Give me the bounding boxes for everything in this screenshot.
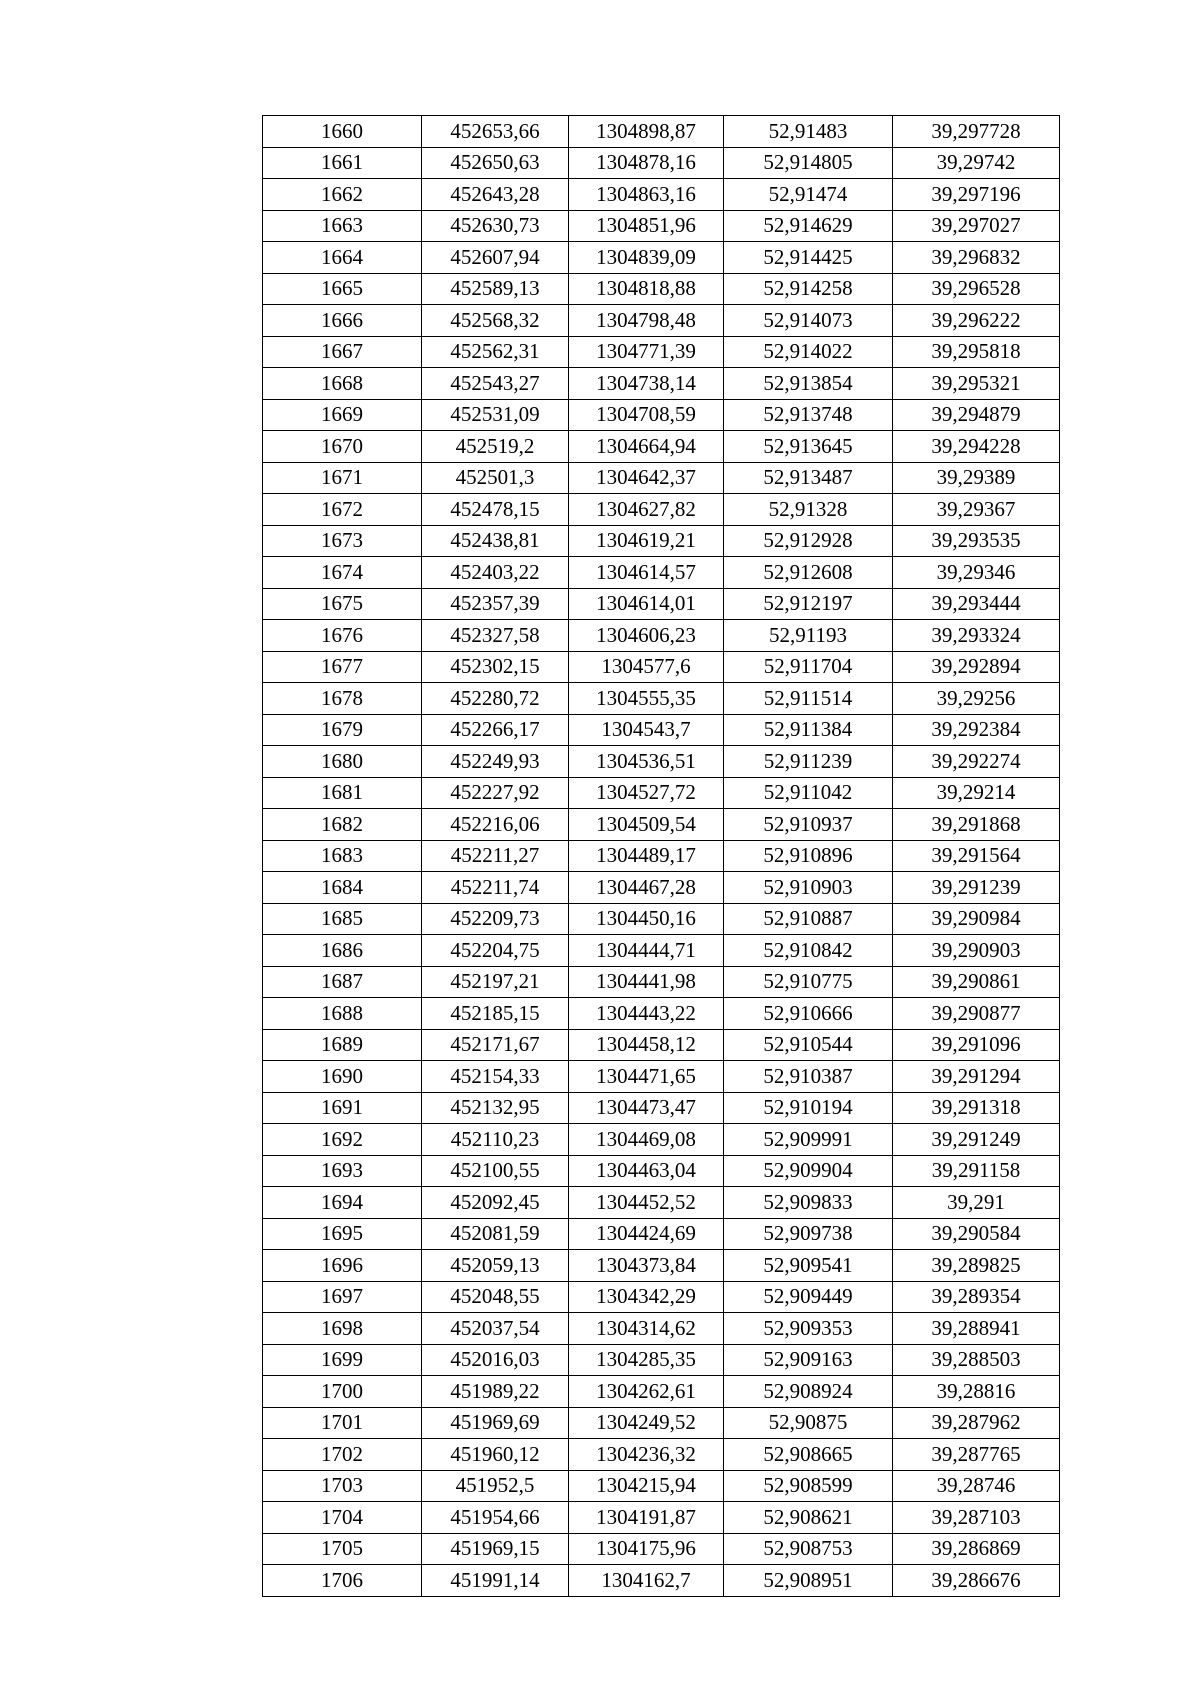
table-row (263, 399, 1060, 431)
table-row (263, 903, 1060, 935)
x-coordinate-cell: 452227,92 (422, 777, 569, 809)
longitude-cell: 39,291239 (893, 872, 1060, 904)
x-coordinate-cell: 452302,15 (422, 651, 569, 683)
point-number-cell: 1705 (263, 1533, 422, 1565)
longitude-cell: 39,290903 (893, 935, 1060, 967)
longitude-cell: 39,294228 (893, 431, 1060, 463)
table-row (263, 1250, 1060, 1282)
x-coordinate-cell: 452438,81 (422, 525, 569, 557)
table-row (263, 1061, 1060, 1093)
y-coordinate-cell: 1304489,17 (569, 840, 724, 872)
table-row (263, 809, 1060, 841)
x-coordinate-cell: 452209,73 (422, 903, 569, 935)
y-coordinate-cell: 1304627,82 (569, 494, 724, 526)
latitude-cell: 52,911239 (724, 746, 893, 778)
table-row (263, 1470, 1060, 1502)
y-coordinate-cell: 1304614,57 (569, 557, 724, 589)
table-row (263, 305, 1060, 337)
x-coordinate-cell: 452643,28 (422, 179, 569, 211)
y-coordinate-cell: 1304285,35 (569, 1344, 724, 1376)
x-coordinate-cell: 452650,63 (422, 147, 569, 179)
y-coordinate-cell: 1304738,14 (569, 368, 724, 400)
point-number-cell: 1664 (263, 242, 422, 274)
table-row (263, 147, 1060, 179)
latitude-cell: 52,908599 (724, 1470, 893, 1502)
longitude-cell: 39,287962 (893, 1407, 1060, 1439)
point-number-cell: 1679 (263, 714, 422, 746)
y-coordinate-cell: 1304467,28 (569, 872, 724, 904)
point-number-cell: 1688 (263, 998, 422, 1030)
latitude-cell: 52,914258 (724, 273, 893, 305)
point-number-cell: 1687 (263, 966, 422, 998)
table-row (263, 1533, 1060, 1565)
point-number-cell: 1702 (263, 1439, 422, 1471)
latitude-cell: 52,909353 (724, 1313, 893, 1345)
longitude-cell: 39,293444 (893, 588, 1060, 620)
latitude-cell: 52,911384 (724, 714, 893, 746)
point-number-cell: 1676 (263, 620, 422, 652)
table-row (263, 935, 1060, 967)
longitude-cell: 39,28816 (893, 1376, 1060, 1408)
latitude-cell: 52,909163 (724, 1344, 893, 1376)
longitude-cell: 39,29367 (893, 494, 1060, 526)
table-row (263, 714, 1060, 746)
longitude-cell: 39,29742 (893, 147, 1060, 179)
point-number-cell: 1689 (263, 1029, 422, 1061)
latitude-cell: 52,914425 (724, 242, 893, 274)
x-coordinate-cell: 452037,54 (422, 1313, 569, 1345)
y-coordinate-cell: 1304191,87 (569, 1502, 724, 1534)
y-coordinate-cell: 1304527,72 (569, 777, 724, 809)
table-row (263, 620, 1060, 652)
y-coordinate-cell: 1304450,16 (569, 903, 724, 935)
longitude-cell: 39,291868 (893, 809, 1060, 841)
latitude-cell: 52,911042 (724, 777, 893, 809)
y-coordinate-cell: 1304771,39 (569, 336, 724, 368)
y-coordinate-cell: 1304342,29 (569, 1281, 724, 1313)
longitude-cell: 39,286869 (893, 1533, 1060, 1565)
y-coordinate-cell: 1304162,7 (569, 1565, 724, 1597)
table-row (263, 462, 1060, 494)
longitude-cell: 39,297027 (893, 210, 1060, 242)
y-coordinate-cell: 1304373,84 (569, 1250, 724, 1282)
longitude-cell: 39,287103 (893, 1502, 1060, 1534)
latitude-cell: 52,910887 (724, 903, 893, 935)
latitude-cell: 52,913645 (724, 431, 893, 463)
x-coordinate-cell: 452081,59 (422, 1218, 569, 1250)
y-coordinate-cell: 1304664,94 (569, 431, 724, 463)
point-number-cell: 1690 (263, 1061, 422, 1093)
point-number-cell: 1673 (263, 525, 422, 557)
table-row (263, 1281, 1060, 1313)
latitude-cell: 52,910896 (724, 840, 893, 872)
point-number-cell: 1680 (263, 746, 422, 778)
table-row (263, 840, 1060, 872)
y-coordinate-cell: 1304473,47 (569, 1092, 724, 1124)
x-coordinate-cell: 452211,74 (422, 872, 569, 904)
point-number-cell: 1669 (263, 399, 422, 431)
longitude-cell: 39,291294 (893, 1061, 1060, 1093)
x-coordinate-cell: 452016,03 (422, 1344, 569, 1376)
y-coordinate-cell: 1304441,98 (569, 966, 724, 998)
y-coordinate-cell: 1304798,48 (569, 305, 724, 337)
x-coordinate-cell: 452562,31 (422, 336, 569, 368)
x-coordinate-cell: 451960,12 (422, 1439, 569, 1471)
latitude-cell: 52,912928 (724, 525, 893, 557)
point-number-cell: 1699 (263, 1344, 422, 1376)
y-coordinate-cell: 1304555,35 (569, 683, 724, 715)
x-coordinate-cell: 452478,15 (422, 494, 569, 526)
latitude-cell: 52,912197 (724, 588, 893, 620)
table-row (263, 1092, 1060, 1124)
latitude-cell: 52,909991 (724, 1124, 893, 1156)
table-row (263, 683, 1060, 715)
latitude-cell: 52,913748 (724, 399, 893, 431)
longitude-cell: 39,293324 (893, 620, 1060, 652)
y-coordinate-cell: 1304839,09 (569, 242, 724, 274)
y-coordinate-cell: 1304577,6 (569, 651, 724, 683)
y-coordinate-cell: 1304314,62 (569, 1313, 724, 1345)
latitude-cell: 52,908665 (724, 1439, 893, 1471)
y-coordinate-cell: 1304863,16 (569, 179, 724, 211)
x-coordinate-cell: 452132,95 (422, 1092, 569, 1124)
point-number-cell: 1671 (263, 462, 422, 494)
x-coordinate-cell: 452607,94 (422, 242, 569, 274)
table-row (263, 336, 1060, 368)
x-coordinate-cell: 452092,45 (422, 1187, 569, 1219)
y-coordinate-cell: 1304458,12 (569, 1029, 724, 1061)
table-row (263, 179, 1060, 211)
longitude-cell: 39,288941 (893, 1313, 1060, 1345)
x-coordinate-cell: 452357,39 (422, 588, 569, 620)
x-coordinate-cell: 452204,75 (422, 935, 569, 967)
y-coordinate-cell: 1304452,52 (569, 1187, 724, 1219)
table-row (263, 1344, 1060, 1376)
point-number-cell: 1677 (263, 651, 422, 683)
latitude-cell: 52,91483 (724, 116, 893, 148)
x-coordinate-cell: 452100,55 (422, 1155, 569, 1187)
x-coordinate-cell: 451969,15 (422, 1533, 569, 1565)
longitude-cell: 39,29214 (893, 777, 1060, 809)
y-coordinate-cell: 1304818,88 (569, 273, 724, 305)
latitude-cell: 52,910775 (724, 966, 893, 998)
y-coordinate-cell: 1304851,96 (569, 210, 724, 242)
latitude-cell: 52,910903 (724, 872, 893, 904)
longitude-cell: 39,291158 (893, 1155, 1060, 1187)
x-coordinate-cell: 452568,32 (422, 305, 569, 337)
longitude-cell: 39,296222 (893, 305, 1060, 337)
point-number-cell: 1696 (263, 1250, 422, 1282)
latitude-cell: 52,909449 (724, 1281, 893, 1313)
longitude-cell: 39,291 (893, 1187, 1060, 1219)
latitude-cell: 52,908951 (724, 1565, 893, 1597)
point-number-cell: 1682 (263, 809, 422, 841)
point-number-cell: 1704 (263, 1502, 422, 1534)
table-row (263, 431, 1060, 463)
point-number-cell: 1665 (263, 273, 422, 305)
point-number-cell: 1667 (263, 336, 422, 368)
point-number-cell: 1670 (263, 431, 422, 463)
x-coordinate-cell: 451954,66 (422, 1502, 569, 1534)
table-row (263, 1313, 1060, 1345)
latitude-cell: 52,914022 (724, 336, 893, 368)
latitude-cell: 52,910666 (724, 998, 893, 1030)
x-coordinate-cell: 452197,21 (422, 966, 569, 998)
point-number-cell: 1694 (263, 1187, 422, 1219)
y-coordinate-cell: 1304543,7 (569, 714, 724, 746)
point-number-cell: 1685 (263, 903, 422, 935)
point-number-cell: 1686 (263, 935, 422, 967)
table-row (263, 651, 1060, 683)
point-number-cell: 1693 (263, 1155, 422, 1187)
y-coordinate-cell: 1304424,69 (569, 1218, 724, 1250)
x-coordinate-cell: 452216,06 (422, 809, 569, 841)
longitude-cell: 39,289354 (893, 1281, 1060, 1313)
longitude-cell: 39,291318 (893, 1092, 1060, 1124)
x-coordinate-cell: 452154,33 (422, 1061, 569, 1093)
point-number-cell: 1661 (263, 147, 422, 179)
latitude-cell: 52,909904 (724, 1155, 893, 1187)
point-number-cell: 1684 (263, 872, 422, 904)
table-row (263, 273, 1060, 305)
latitude-cell: 52,913487 (724, 462, 893, 494)
point-number-cell: 1668 (263, 368, 422, 400)
x-coordinate-cell: 452110,23 (422, 1124, 569, 1156)
y-coordinate-cell: 1304463,04 (569, 1155, 724, 1187)
table-row (263, 1376, 1060, 1408)
table-row (263, 1155, 1060, 1187)
longitude-cell: 39,291564 (893, 840, 1060, 872)
point-number-cell: 1681 (263, 777, 422, 809)
table-row (263, 525, 1060, 557)
table-row (263, 746, 1060, 778)
y-coordinate-cell: 1304614,01 (569, 588, 724, 620)
table-row (263, 998, 1060, 1030)
x-coordinate-cell: 452630,73 (422, 210, 569, 242)
coordinates-table-body (263, 116, 1060, 1597)
latitude-cell: 52,908753 (724, 1533, 893, 1565)
x-coordinate-cell: 451989,22 (422, 1376, 569, 1408)
longitude-cell: 39,290877 (893, 998, 1060, 1030)
y-coordinate-cell: 1304262,61 (569, 1376, 724, 1408)
longitude-cell: 39,297728 (893, 116, 1060, 148)
latitude-cell: 52,911514 (724, 683, 893, 715)
x-coordinate-cell: 452653,66 (422, 116, 569, 148)
table-row (263, 1029, 1060, 1061)
latitude-cell: 52,909738 (724, 1218, 893, 1250)
point-number-cell: 1674 (263, 557, 422, 589)
longitude-cell: 39,296528 (893, 273, 1060, 305)
latitude-cell: 52,90875 (724, 1407, 893, 1439)
latitude-cell: 52,910842 (724, 935, 893, 967)
y-coordinate-cell: 1304469,08 (569, 1124, 724, 1156)
x-coordinate-cell: 451952,5 (422, 1470, 569, 1502)
point-number-cell: 1678 (263, 683, 422, 715)
longitude-cell: 39,290584 (893, 1218, 1060, 1250)
x-coordinate-cell: 452531,09 (422, 399, 569, 431)
x-coordinate-cell: 451991,14 (422, 1565, 569, 1597)
point-number-cell: 1675 (263, 588, 422, 620)
point-number-cell: 1697 (263, 1281, 422, 1313)
longitude-cell: 39,295818 (893, 336, 1060, 368)
x-coordinate-cell: 452589,13 (422, 273, 569, 305)
table-row (263, 368, 1060, 400)
latitude-cell: 52,911704 (724, 651, 893, 683)
longitude-cell: 39,296832 (893, 242, 1060, 274)
longitude-cell: 39,291096 (893, 1029, 1060, 1061)
longitude-cell: 39,291249 (893, 1124, 1060, 1156)
table-row (263, 210, 1060, 242)
point-number-cell: 1691 (263, 1092, 422, 1124)
table-row (263, 588, 1060, 620)
table-row (263, 872, 1060, 904)
y-coordinate-cell: 1304215,94 (569, 1470, 724, 1502)
longitude-cell: 39,295321 (893, 368, 1060, 400)
point-number-cell: 1698 (263, 1313, 422, 1345)
y-coordinate-cell: 1304443,22 (569, 998, 724, 1030)
x-coordinate-cell: 451969,69 (422, 1407, 569, 1439)
table-row (263, 557, 1060, 589)
y-coordinate-cell: 1304175,96 (569, 1533, 724, 1565)
y-coordinate-cell: 1304606,23 (569, 620, 724, 652)
latitude-cell: 52,912608 (724, 557, 893, 589)
coordinates-table (262, 115, 1060, 1597)
x-coordinate-cell: 452403,22 (422, 557, 569, 589)
table-row (263, 1407, 1060, 1439)
y-coordinate-cell: 1304236,32 (569, 1439, 724, 1471)
longitude-cell: 39,29389 (893, 462, 1060, 494)
x-coordinate-cell: 452211,27 (422, 840, 569, 872)
longitude-cell: 39,290861 (893, 966, 1060, 998)
x-coordinate-cell: 452501,3 (422, 462, 569, 494)
y-coordinate-cell: 1304878,16 (569, 147, 724, 179)
point-number-cell: 1666 (263, 305, 422, 337)
latitude-cell: 52,910937 (724, 809, 893, 841)
longitude-cell: 39,290984 (893, 903, 1060, 935)
longitude-cell: 39,297196 (893, 179, 1060, 211)
point-number-cell: 1695 (263, 1218, 422, 1250)
latitude-cell: 52,908924 (724, 1376, 893, 1408)
table-row (263, 494, 1060, 526)
longitude-cell: 39,29256 (893, 683, 1060, 715)
y-coordinate-cell: 1304898,87 (569, 116, 724, 148)
x-coordinate-cell: 452048,55 (422, 1281, 569, 1313)
point-number-cell: 1660 (263, 116, 422, 148)
y-coordinate-cell: 1304642,37 (569, 462, 724, 494)
latitude-cell: 52,914629 (724, 210, 893, 242)
y-coordinate-cell: 1304708,59 (569, 399, 724, 431)
latitude-cell: 52,910387 (724, 1061, 893, 1093)
point-number-cell: 1700 (263, 1376, 422, 1408)
latitude-cell: 52,909833 (724, 1187, 893, 1219)
longitude-cell: 39,292274 (893, 746, 1060, 778)
table-row (263, 1187, 1060, 1219)
longitude-cell: 39,294879 (893, 399, 1060, 431)
y-coordinate-cell: 1304509,54 (569, 809, 724, 841)
x-coordinate-cell: 452059,13 (422, 1250, 569, 1282)
latitude-cell: 52,913854 (724, 368, 893, 400)
x-coordinate-cell: 452185,15 (422, 998, 569, 1030)
table-row (263, 1502, 1060, 1534)
y-coordinate-cell: 1304444,71 (569, 935, 724, 967)
y-coordinate-cell: 1304619,21 (569, 525, 724, 557)
longitude-cell: 39,29346 (893, 557, 1060, 589)
latitude-cell: 52,910544 (724, 1029, 893, 1061)
x-coordinate-cell: 452280,72 (422, 683, 569, 715)
latitude-cell: 52,91474 (724, 179, 893, 211)
longitude-cell: 39,288503 (893, 1344, 1060, 1376)
latitude-cell: 52,91328 (724, 494, 893, 526)
table-row (263, 1439, 1060, 1471)
point-number-cell: 1663 (263, 210, 422, 242)
longitude-cell: 39,287765 (893, 1439, 1060, 1471)
latitude-cell: 52,910194 (724, 1092, 893, 1124)
latitude-cell: 52,908621 (724, 1502, 893, 1534)
x-coordinate-cell: 452519,2 (422, 431, 569, 463)
longitude-cell: 39,293535 (893, 525, 1060, 557)
longitude-cell: 39,289825 (893, 1250, 1060, 1282)
point-number-cell: 1683 (263, 840, 422, 872)
x-coordinate-cell: 452171,67 (422, 1029, 569, 1061)
point-number-cell: 1701 (263, 1407, 422, 1439)
y-coordinate-cell: 1304249,52 (569, 1407, 724, 1439)
table-row (263, 1124, 1060, 1156)
longitude-cell: 39,292894 (893, 651, 1060, 683)
table-row (263, 116, 1060, 148)
longitude-cell: 39,286676 (893, 1565, 1060, 1597)
table-row (263, 242, 1060, 274)
latitude-cell: 52,914805 (724, 147, 893, 179)
y-coordinate-cell: 1304536,51 (569, 746, 724, 778)
table-row (263, 777, 1060, 809)
point-number-cell: 1662 (263, 179, 422, 211)
y-coordinate-cell: 1304471,65 (569, 1061, 724, 1093)
latitude-cell: 52,914073 (724, 305, 893, 337)
table-row (263, 966, 1060, 998)
point-number-cell: 1706 (263, 1565, 422, 1597)
longitude-cell: 39,28746 (893, 1470, 1060, 1502)
x-coordinate-cell: 452249,93 (422, 746, 569, 778)
x-coordinate-cell: 452266,17 (422, 714, 569, 746)
table-row (263, 1565, 1060, 1597)
x-coordinate-cell: 452327,58 (422, 620, 569, 652)
latitude-cell: 52,909541 (724, 1250, 893, 1282)
point-number-cell: 1703 (263, 1470, 422, 1502)
latitude-cell: 52,91193 (724, 620, 893, 652)
longitude-cell: 39,292384 (893, 714, 1060, 746)
x-coordinate-cell: 452543,27 (422, 368, 569, 400)
point-number-cell: 1672 (263, 494, 422, 526)
point-number-cell: 1692 (263, 1124, 422, 1156)
table-row (263, 1218, 1060, 1250)
